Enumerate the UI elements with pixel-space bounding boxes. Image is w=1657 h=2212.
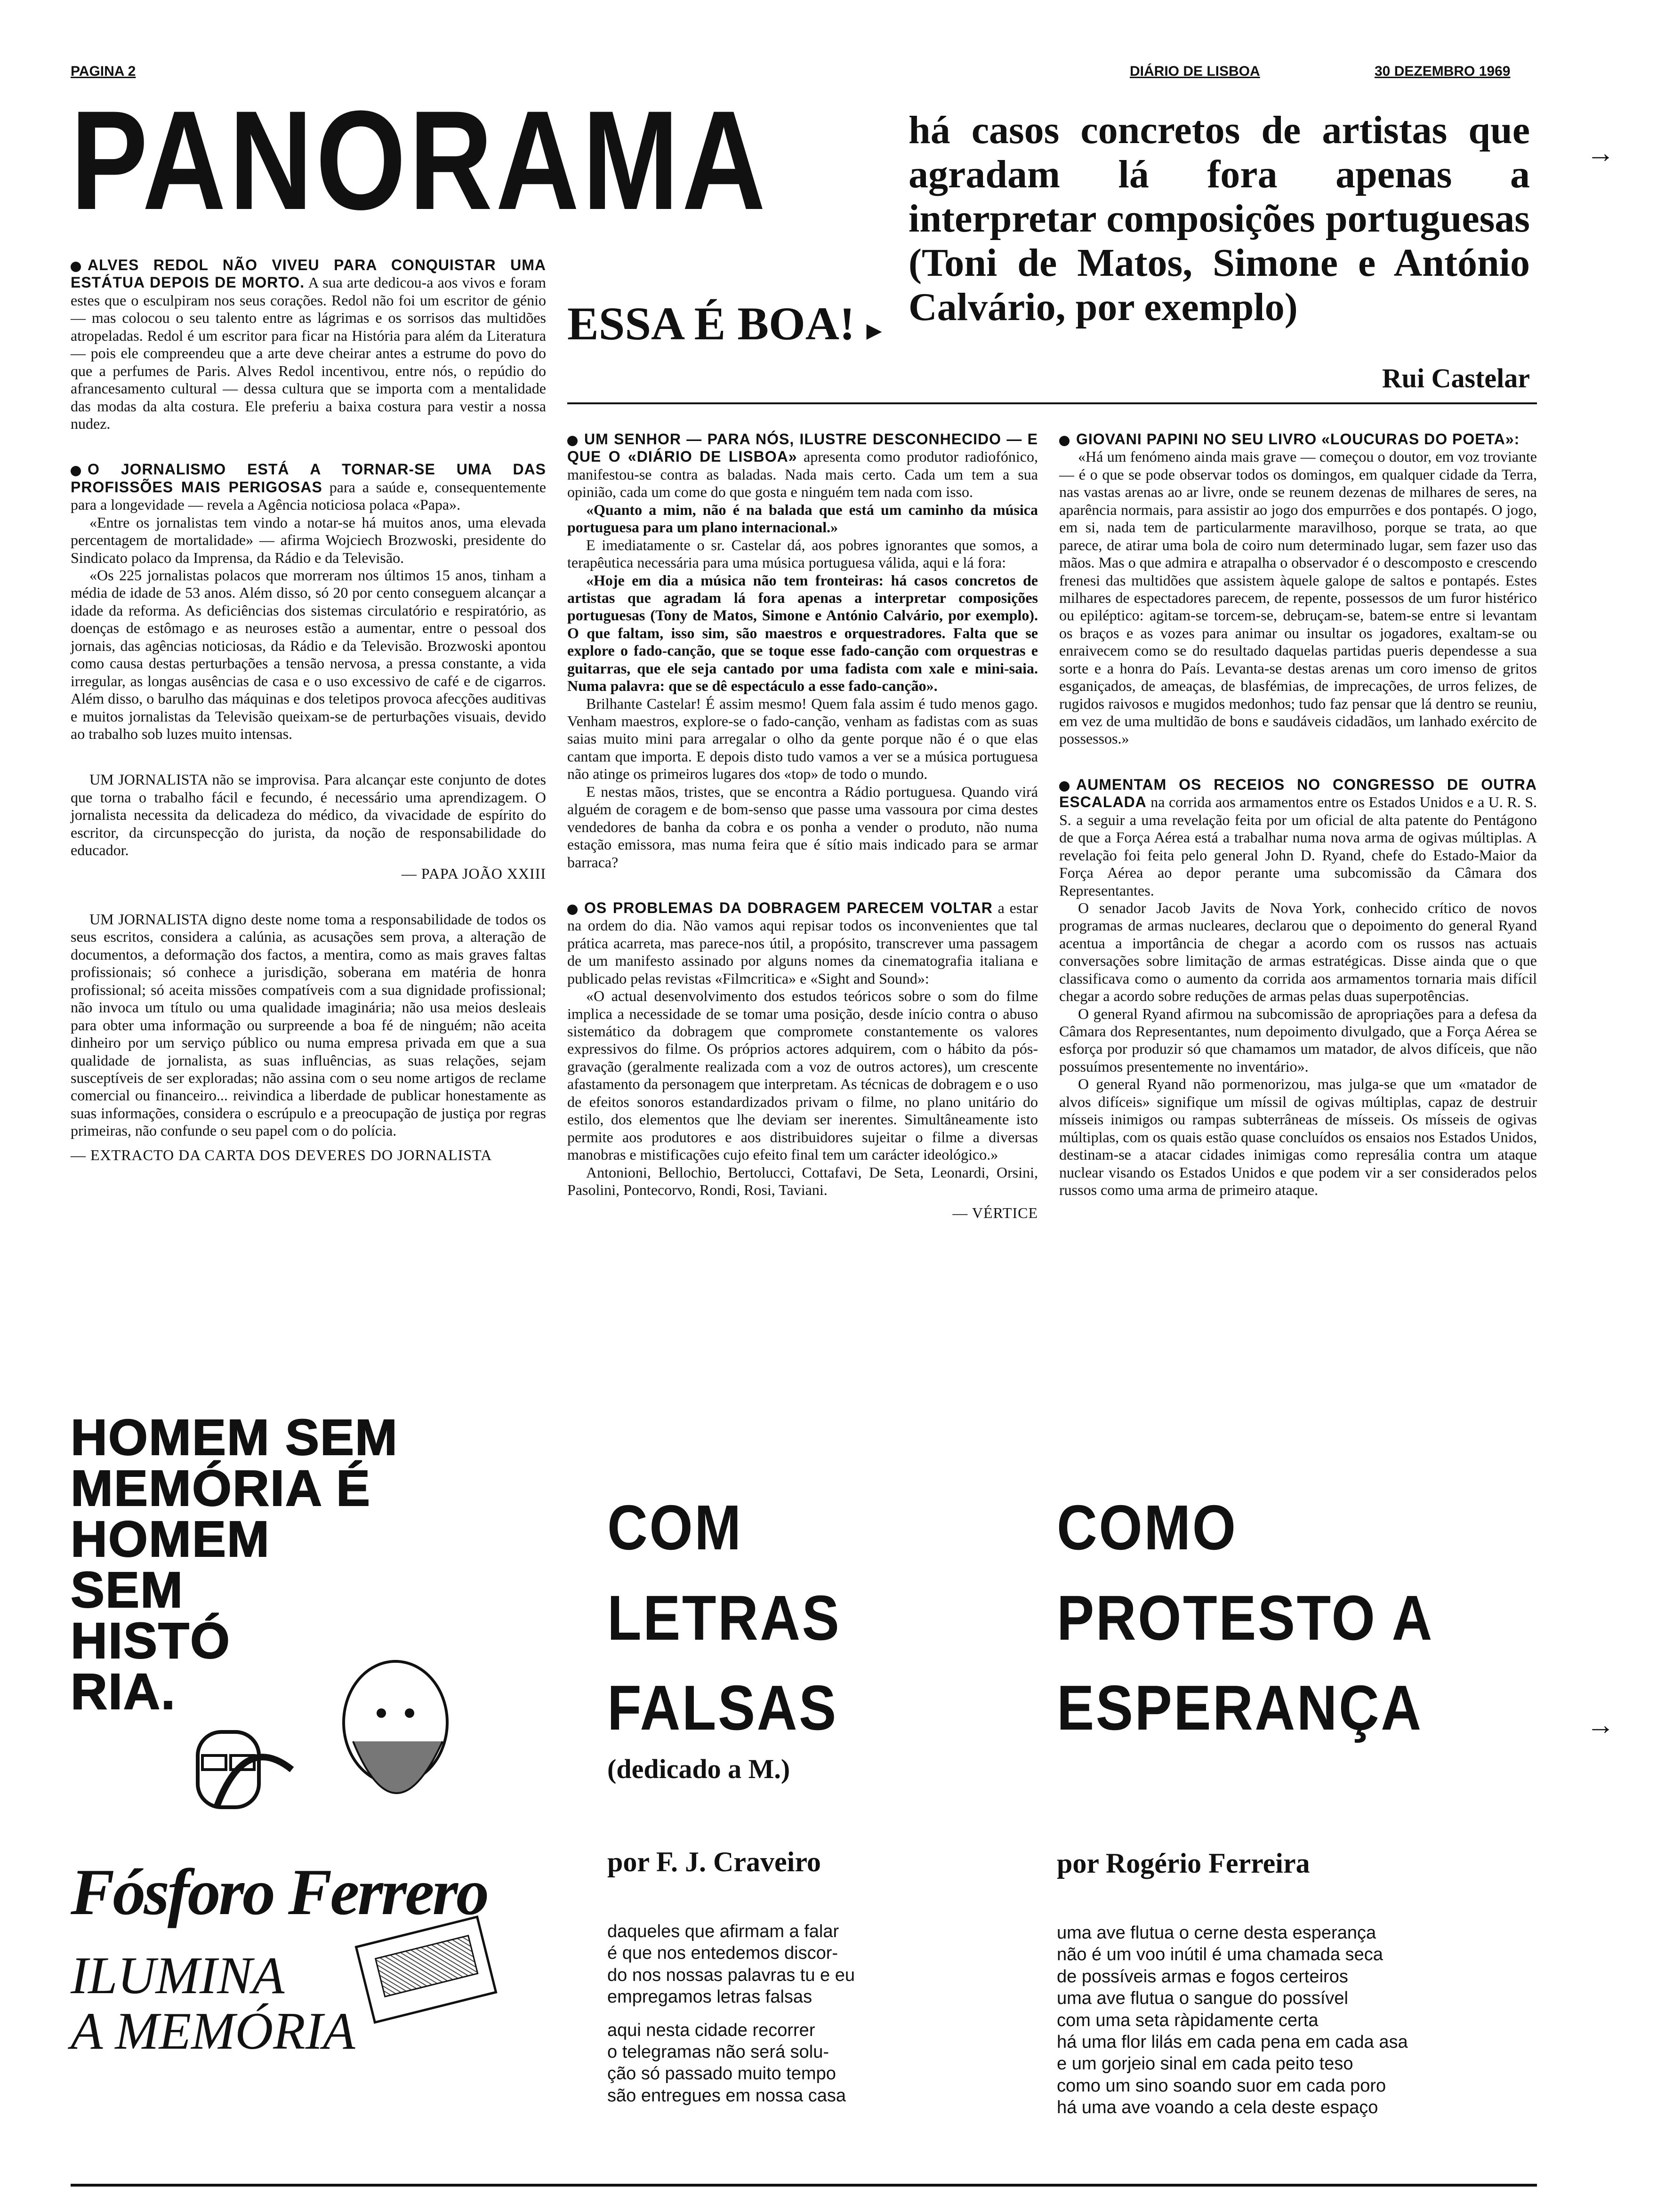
kicker-text: ESSA É BOA! [567,297,855,350]
quote-papa: UM JORNALISTA não se improvisa. Para alcançar este conjunto de dotes que torna o trabalho fácil e fecundo, é necessário uma aprendizagem. O jornalista necessita da delicadeza do médico, da vivacidade de espírito do escritor, da circunspecção do jurista, da noção de responsabilidade do educador. [71,771,546,859]
paragraph: Brilhante Castelar! É assim mesmo! Quem fala assim é tudo menos gago. Venham maestros, explore-se o fado-canção, venham as fadistas com as suas saias muito mini para arregalar o olho da gente porque não é o que elas cantam que importa. E depois disto tudo vamos a ver se a música portuguesa não atinge os primeiros lugares dos «top» de todo o mundo. [567,695,1038,783]
feature-headline: há casos concretos de artistas que agradam lá fora apenas a interpretar composições portuguesas (Toni de Matos, Simone e António Calvário, por exemplo) [909,108,1530,329]
paragraph: E imediatamente o sr. Castelar dá, aos pobres ignorantes que somos, a terapêutica necessária para uma música portuguesa válida, aqui e lá fora: [567,536,1038,571]
paragraph: «Hoje em dia a música não tem fronteiras: há casos concretos de artistas que agradam lá fora apenas a interpretar composições portuguesas (Tony de Matos, Simone e António Calvário, por exemplo). O que faltam, isso sim, são maestros e orquestradores. Falta que se explore o fado-canção, que se toque esse fado-canção com orquestras e guitarras, que ele seja cantado por uma fadista com xale e mini-saia. Numa palavra: que se dê espectáculo a esse fado-canção». [567,571,1038,695]
newspaper-name: DIÁRIO DE LISBOA [1130,64,1260,79]
bullet-icon [71,466,81,476]
poem-dedication: (dedicado a M.) [607,1754,790,1785]
section-masthead: PANORAMA [71,81,769,239]
article-papini: GIOVANI PAPINI NO SEU LIVRO «LOUCURAS DO POETA»: [1059,431,1537,448]
paragraph: O general Ryand não pormenorizou, mas julga-se que um «matador de alvos difíceis» signifique um míssil de ogivas múltiplas, capaz de destruir mísseis inimigos ou rampas subterrâneas de mísseis. Os mísseis de ogivas múltiplas, com os quais estão quase concluídos os ensaios nos Estados Unidos, destinam-se a atacar cidades inimigas como represália contra um ataque nuclear visando os Estados Unidos e que podem vir a ser considerados pelos russos como uma arma de primeiro ataque. [1059,1075,1537,1198]
bullet-icon [71,262,81,272]
quote-signature: — EXTRACTO DA CARTA DOS DEVERES DO JORNALISTA [71,1146,492,1163]
paragraph: «Há um fenómeno ainda mais grave — começou o doutor, em voz troviante — é o que se pode observar todos os domingos, em qualquer cidade da Terra, nas vastas arenas ao ar livre, onde se reunem dezenas de milhares de seres, na aparência normais, para assistir ao jogo dos empurrões e dos pontapés. O jogo, em si, nada tem de particularmente maravilhoso, porque se trata, ao que parece, de atirar uma bola de coiro num determinado lugar, sem fazer uso das mãos. Mas o que admira e atrapalha o observador é o descomposto e crescendo frenesi das multidões que assistem àquele galope de saltos e pontapés. Estes milhares de espectadores parecem, de repente, possessos de um furor histérico ou epiléptico: agitam-se torcem-se, debruçam-se, batem-se entre si levantam os braços e as vozes para animar ou insultar os jogadores, exaltam-se ou enraivecem como se do resultado daquelas partidas pueris dependesse a sua sorte e a honra do País. Levanta-se destas arenas um coro imenso de gritos esganiçados, de ameaças, de blasfémias, de imprecações, de urros felizes, de rugidos raivosos e mugidos medonhos; tudo faz pensar que lá dentro se reuniu, em vez de uma multidão de bons e saudáveis cidadãos, um lanhado exército de possessos.» [1059,448,1537,747]
ad-slogan: ILUMINA A MEMÓRIA [71,1947,355,2060]
stanza: aqui nesta cidade recorrer o telegramas não será solu- ção só passado muito tempo são entregues em nossa casa [607,2020,846,2106]
matchbox-label [375,1935,479,1997]
paragraph: «Os 225 jornalistas polacos que morreram nos últimos 15 anos, tinham a média de idade de 53 anos. Além disso, só 20 por cento conseguem alcançar a idade da reforma. As deficiências dos sistemas circulatório e respiratório, as doenças de estômago e as neuroses estão a aumentar, entre o pessoal dos jornais, das agências noticiosas, da Rádio e da Televisão. Brozwoski apontou como causa destas perturbações a tensão nervosa, a pressa constante, a vida irregular, as longas ausências de casa e o uso excessivo de café e de cigarros. Além disso, o barulho das máquinas e dos teletipos provoca afecções auditivas e muitos jornalistas da Televisão queixam-se de perturbações visuais, devido ao trabalho sob luzes muito intensas. [71,567,546,742]
quote-carta: UM JORNALISTA digno deste nome toma a responsabilidade de todos os seus escritos, considera a calúnia, as acusações sem prova, a alteração de documentos, a deformação dos factos, a mentira, como as mais graves faltas profissionais; só conhece a jurisdição, soberana em matéria de honra profissional; só aceita missões compatíveis com a sua dignidade profissional; não invoca um título ou uma qualidade imaginária; não usa meios desleais para obter uma informação ou surpreende a boa fé de ninguém; não aceita dinheiro por um serviço público ou numa empresa privada em que a sua qualidade de jornalista, as suas influências, as suas relações, sejam susceptíveis de ser exploradas; não assina com o seu nome artigos de reclame comercial ou financeiro... reivindica a liberdade de publicar honestamente as suas informações, considera o escrúpulo e a preocupação de justiça por regras primeiras, não confunde o seu papel com o do polícia. [71,911,546,1139]
poem-title: COMO PROTESTO A ESPERANÇA [1057,1492,1434,1744]
quote-signature: — PAPA JOÃO XXIII [401,865,546,882]
article-radio: UM SENHOR — PARA NÓS, ILUSTRE DESCONHECIDO — E QUE O «DIÁRIO DE LISBOA» apresenta como produtor radiofónico, manifestou-se contra as baladas. Nada mais certo. Cada um tem a sua opinião, cada um come do que gosta e ninguém tem nada com isso. [567,431,1038,501]
poem-author: por Rogério Ferreira [1057,1848,1310,1879]
feature-author: Rui Castelar [1382,363,1530,393]
poem-text [607,1921,1022,2107]
paragraph: «O actual desenvolvimento dos estudos teóricos sobre o som do filme implica a necessidade de se tomar uma posição, desde início contra o abuso sistemático da dobragem que compromete constantemente os valores expressivos do filme. Os próprios actores adquirem, com o hábito da pós-gravação (geralmente realizada com a voz de outros actores), um crescente afastamento da personagem que interpretam. As técnicas de dobragem e o uso de efeitos sonoros estandardizados privam o filme, no plano unitário do estilo, dos elementos que lhe deviam ser inerentes. Simultâneamente isto permite aos produtores e aos distribuidores sujeitar o filme a diversas manobras e mistificações cujo efeito final tem um carácter ideológico.» [567,987,1038,1163]
column-2 [567,431,1038,1222]
column-1 [71,256,546,1164]
bottom-rule [71,2184,1537,2187]
paragraph: E nestas mãos, tristes, que se encontra a Rádio portuguesa. Quando virá alguém de coragem e de bom-senso que passe uma vassoura por cima destes vendedores de banha da cobra e os ponha a vender o produto, não numa estação emissora, mas numa feira que é sítio mais indicado para se armar barraca? [567,783,1038,871]
bullet-icon [567,436,578,446]
poem-protesto [1057,1483,1537,2118]
matchbox-image [354,1915,497,2024]
article-dobragem: OS PROBLEMAS DA DOBRAGEM PARECEM VOLTAR a estar na ordem do dia. Não vamos aqui repisar todos os inconvenientes que tal prática acarreta, mas parece-nos útil, a propósito, transcrever uma passagem de um manifesto assinado por alguns nomes da cinematografia italiana e publicado pelas revistas «Filmcritica» e «Sight and Sound»: [567,899,1038,987]
paragraph: «Entre os jornalistas tem vindo a notar-se há muitos anos, uma elevada percentagem de mortalidade» — afirma Wojciech Brozwoski, presidente do Sindicato polaco da Imprensa, da Rádio e da Televisão. [71,513,546,566]
article-jornalismo: O JORNALISMO ESTÁ A TORNAR-SE UMA DAS PROFISSÕES MAIS PERIGOSAS para a saúde e, consequentemente para a longevidade — revela a Agência noticiosa polaca «Papa». [71,461,546,513]
poem-author: por F. J. Craveiro [607,1846,821,1878]
portrait-illustration [188,1647,490,1854]
advertisement [71,1409,504,2060]
paragraph: Antonioni, Bellochio, Bertolucci, Cottafavi, De Seta, Leonardi, Orsini, Pasolini, Pontecorvo, Rondi, Rosi, Taviani. [567,1163,1038,1198]
poem-title: COM LETRAS FALSAS [607,1492,841,1744]
issue-date: 30 DEZEMBRO 1969 [1375,64,1511,79]
margin-mark-icon: → [1586,137,1615,168]
margin-mark-icon: → [1586,1709,1615,1740]
article-source: — VÉRTICE [952,1204,1038,1222]
poem-text: uma ave flutua o cerne desta esperança não é um voo inútil é uma chamada seca de possíveis armas e fogos certeiros uma ave flutua o sangue do possível com uma seta ràpidamente certa há uma flor lilás em cada pena em cada asa e um gorjeio sinal em cada peito teso como um sino soando suor em cada poro há uma ave voando a cela deste espaço [1057,1923,1408,2117]
feature-kicker [567,297,881,351]
poem-letras-falsas [607,1483,1022,2118]
page-number: PAGINA 2 [71,64,136,79]
bullet-icon [1059,436,1070,446]
paragraph: O general Ryand afirmou na subcomissão de apropriações para a defesa da Câmara dos Representantes, num depoimento divulgado, que a Força Aérea se esforça por produzir só que chamamos um matador, de alvos difíceis, que não possuímos presentemente no inventário». [1059,1005,1537,1075]
paragraph: «Quanto a mim, não é na balada que está um caminho da música portuguesa para um plano internacional.» [567,501,1038,536]
page-header [71,64,1537,78]
article-armamentos: AUMENTAM OS RECEIOS NO CONGRESSO DE OUTRA ESCALADA na corrida aos armamentos entre os Estados Unidos e a U. R. S. S. a seguir a uma revelação feita por um oficial de alta patente do Pentágono de que a Força Aérea está a trabalhar numa nova arma de ogivas múltiplas. A revelação foi feita pelo general John D. Ryand, chefe do Estado-Maior da Força Aérea ao depor perante uma subcomissão da Câmara dos Representantes. [1059,776,1537,899]
bullet-icon [1059,781,1070,792]
arrow-right-icon: ▸ [867,314,881,345]
article-redol: ALVES REDOL NÃO VIVEU PARA CONQUISTAR UMA ESTÁTUA DEPOIS DE MORTO. A sua arte dedicou-a aos vivos e foram estes que o esculpiram nos seus corações. Redol não foi um escritor de génio — mas colocou o seu talento entre as lágrimas e os sorrisos das multidões atropeladas. Redol é um escritor para ficar na História para além da Literatura — pois ele compreendeu que a arte deve cheirar antes a estrume do povo do que a perfumes de Paris. Alves Redol incentivou, entre nós, o repúdio do afrancesamento cultural — dessa cultura que se importa com a mentalidade das modas da alta costura. Ele preferiu a baixa costura para vestir a nossa nudez. [71,256,547,432]
ad-headline: HOMEM SEM MEMÓRIA É HOMEM SEM HISTÓ RIA. [71,1409,399,1720]
divider [567,402,1537,404]
bullet-icon [567,905,578,915]
stanza: daqueles que afirmam a falar é que nos entedemos discor- do nos nossas palavras tu e eu empregamos letras falsas [607,1922,855,2007]
paragraph: O senador Jacob Javits de Nova York, conhecido crítico de novos programas de armas nucleares, declarou que o depoimento do general Ryand acentua a importância de chegar a acordo com os russos nas actuais conversações sobre limitação de armas estratégicas. Disse ainda que o que classificava como o aumento da corrida aos armamentos tornaria mais difícil chegar a acordo sobre reduções de armas pelas duas superpotências. [1059,899,1537,1005]
ad-brand: Fósforo Ferrero [71,1856,488,1929]
column-3 [1059,431,1537,1199]
